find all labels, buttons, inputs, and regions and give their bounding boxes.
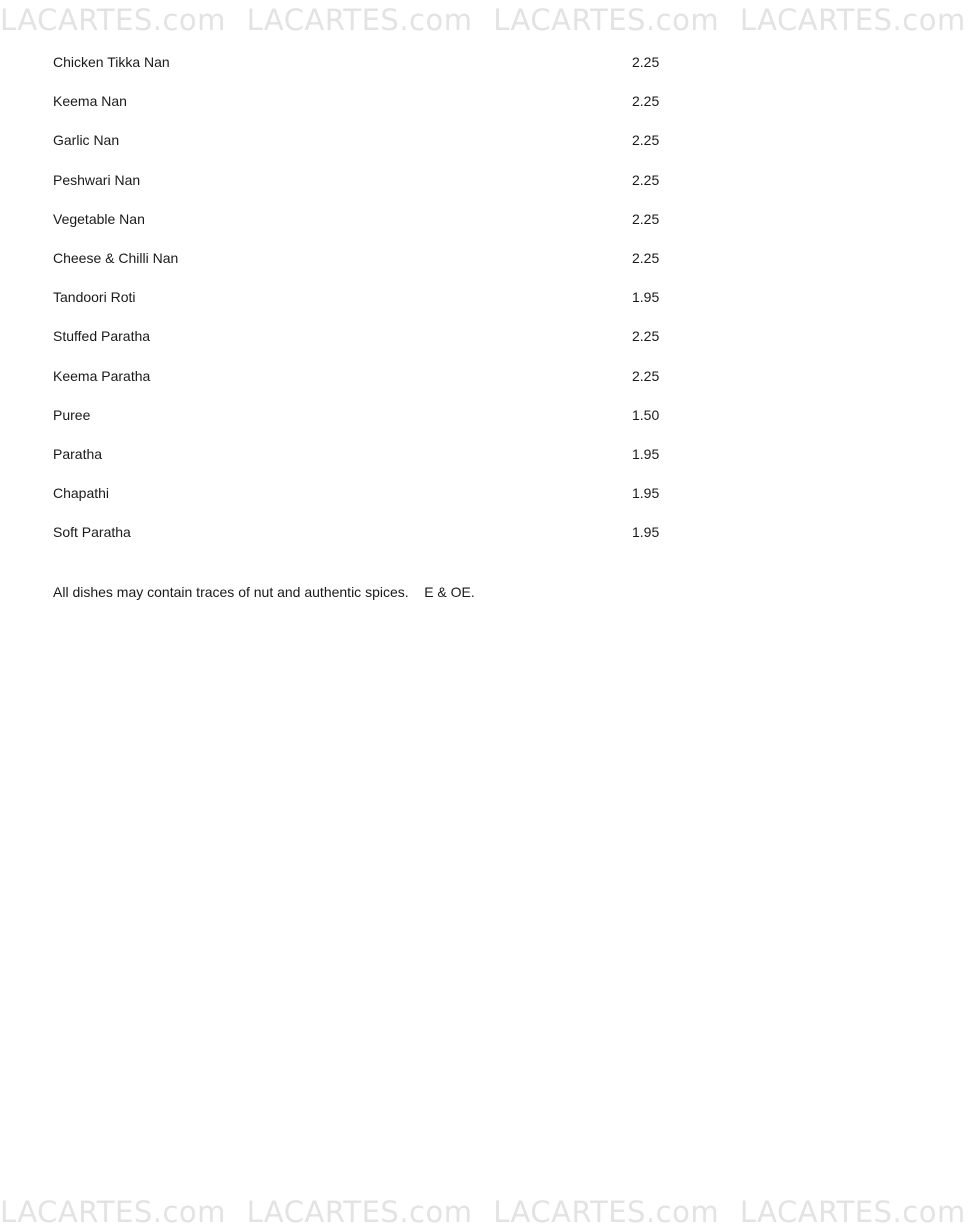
- menu-item-name: Keema Nan: [53, 93, 127, 110]
- watermark-text: LACARTES.com: [493, 3, 720, 37]
- menu-item-name: Cheese & Chilli Nan: [53, 249, 179, 266]
- menu-item-name: Garlic Nan: [53, 132, 120, 149]
- menu-item-row: [53, 513, 673, 552]
- menu-item-name: Vegetable Nan: [53, 210, 145, 227]
- menu-item-row: [53, 435, 673, 474]
- menu-item-price: 2.25: [632, 328, 660, 345]
- watermark-bottom: [0, 1192, 966, 1232]
- menu-item-price: 2.25: [632, 249, 660, 266]
- watermark-text: LACARTES.com: [0, 3, 226, 37]
- menu-item-row: [53, 200, 673, 239]
- menu-item-name: Soft Paratha: [53, 524, 131, 541]
- menu-item-price: 2.25: [632, 54, 660, 70]
- watermark-top: [0, 0, 966, 40]
- menu-item-price: 1.50: [632, 406, 660, 423]
- menu-item-row: [53, 121, 673, 160]
- menu-item-row: [53, 317, 673, 356]
- menu-item-price: 1.95: [632, 289, 660, 306]
- watermark-text: LACARTES.com: [0, 1195, 226, 1229]
- menu-item-price: 2.25: [632, 171, 660, 188]
- bread-menu-list: [53, 43, 673, 552]
- menu-item-price: 2.25: [632, 210, 660, 227]
- menu-item-price: 1.95: [632, 485, 660, 502]
- allergen-footnote: All dishes may contain traces of nut and authentic spices. E & OE.: [53, 584, 475, 600]
- menu-item-name: Chicken Tikka Nan: [53, 54, 170, 70]
- menu-item-price: 1.95: [632, 524, 660, 541]
- menu-item-price: 2.25: [632, 367, 660, 384]
- watermark-text: LACARTES.com: [493, 1195, 720, 1229]
- menu-item-name: Paratha: [53, 445, 103, 462]
- menu-item-row: [53, 82, 673, 121]
- menu-item-row: [53, 396, 673, 435]
- menu-item-name: Stuffed Paratha: [53, 328, 151, 345]
- menu-item-row: [53, 161, 673, 200]
- menu-item-row: [53, 474, 673, 513]
- menu-item-name: Chapathi: [53, 485, 110, 502]
- menu-item-name: Puree: [53, 406, 91, 423]
- menu-item-price: 2.25: [632, 93, 660, 110]
- menu-item-name: Tandoori Roti: [53, 289, 136, 306]
- menu-item-row: [53, 357, 673, 396]
- watermark-text: LACARTES.com: [246, 3, 473, 37]
- menu-item-price: 2.25: [632, 132, 660, 149]
- menu-item-name: Peshwari Nan: [53, 171, 141, 188]
- menu-item-price: 1.95: [632, 445, 660, 462]
- menu-item-row: [53, 43, 673, 82]
- menu-item-row: [53, 239, 673, 278]
- menu-item-row: [53, 278, 673, 317]
- menu-item-name: Keema Paratha: [53, 367, 151, 384]
- watermark-text: LACARTES.com: [246, 1195, 473, 1229]
- watermark-text: LACARTES.com: [739, 1195, 966, 1229]
- watermark-text: LACARTES.com: [739, 3, 966, 37]
